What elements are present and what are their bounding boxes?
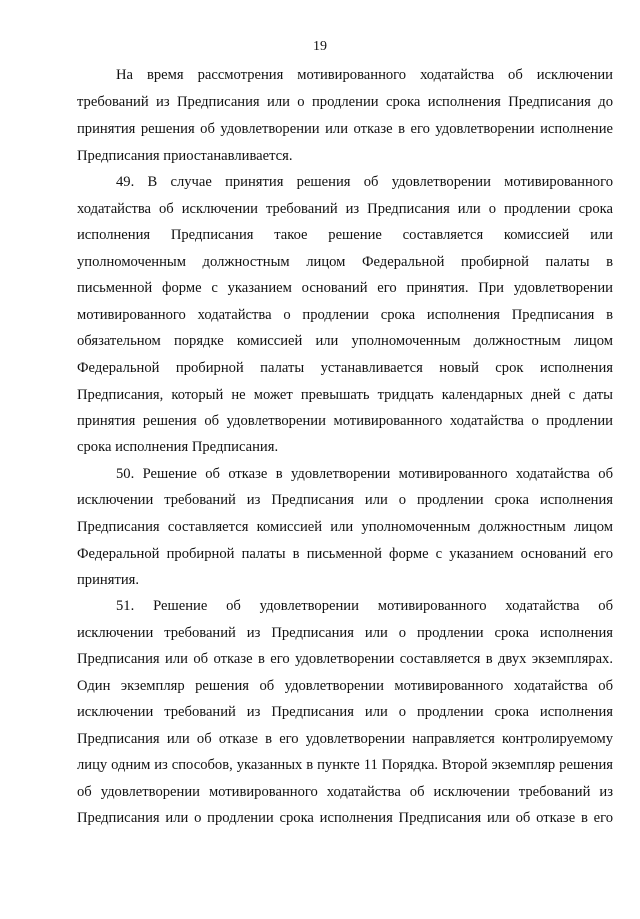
text-line: лицу одним из способов, указанных в пункте 11 Порядка. Второй экземпляр решения — [77, 757, 613, 773]
text-line: об удовлетворении мотивированного ходатайства об исключении требований из — [77, 784, 613, 800]
paragraph-50-start: 50. Решение об отказе в удовлетворении мотивированного ходатайства об — [116, 466, 613, 482]
text-line: Предписания, который не может превышать тридцать календарных дней с даты — [77, 387, 613, 403]
text-line: Федеральной пробирной палаты устанавливается новый срок исполнения — [77, 360, 613, 376]
text-line: исключении требований из Предписания или о продлении срока исполнения — [77, 625, 613, 641]
text-line: срока исполнения Предписания. — [77, 439, 279, 455]
text-line: принятия решения об удовлетворении или отказе в его удовлетворении исполнение — [77, 121, 613, 137]
text-line: обязательном порядке комиссией или уполномоченным должностным лицом — [77, 333, 613, 349]
page-number: 19 — [313, 39, 327, 54]
paragraph-49-start: 49. В случае принятия решения об удовлетворении мотивированного — [116, 174, 613, 190]
text-line: исключении требований из Предписания или о продлении срока исполнения — [77, 704, 613, 720]
text-line: мотивированного ходатайства о продлении срока исполнения Предписания в — [77, 307, 613, 323]
text-line: письменной форме с указанием оснований его принятия. При удовлетворении — [77, 280, 613, 296]
text-line: ходатайства об исключении требований из Предписания или о продлении срока — [77, 201, 613, 217]
text-line: принятия решения об удовлетворении мотивированного ходатайства о продлении — [77, 413, 613, 429]
text-line: Предписания составляется комиссией или уполномоченным должностным лицом — [77, 519, 613, 535]
text-line: На время рассмотрения мотивированного ходатайства об исключении — [116, 67, 613, 83]
paragraph-51-start: 51. Решение об удовлетворении мотивированного ходатайства об — [116, 598, 613, 614]
text-line: требований из Предписания или о продлении срока исполнения Предписания до — [77, 94, 613, 110]
text-line: Предписания или об отказе в его удовлетворении составляется в двух экземплярах. — [77, 651, 613, 667]
text-line: уполномоченным должностным лицом Федеральной пробирной палаты в — [77, 254, 613, 270]
text-line: Предписания или об отказе в его удовлетворении направляется контролируемому — [77, 731, 613, 747]
text-line: исполнения Предписания такое решение составляется комиссией или — [77, 227, 613, 243]
text-line: Федеральной пробирной палаты в письменной форме с указанием оснований его — [77, 546, 613, 562]
text-line: Предписания или о продлении срока исполнения Предписания или об отказе в его — [77, 810, 613, 826]
text-line: Предписания приостанавливается. — [77, 148, 293, 164]
text-line: исключении требований из Предписания или о продлении срока исполнения — [77, 492, 613, 508]
text-line: Один экземпляр решения об удовлетворении мотивированного ходатайства об — [77, 678, 613, 694]
text-line: принятия. — [77, 572, 139, 588]
